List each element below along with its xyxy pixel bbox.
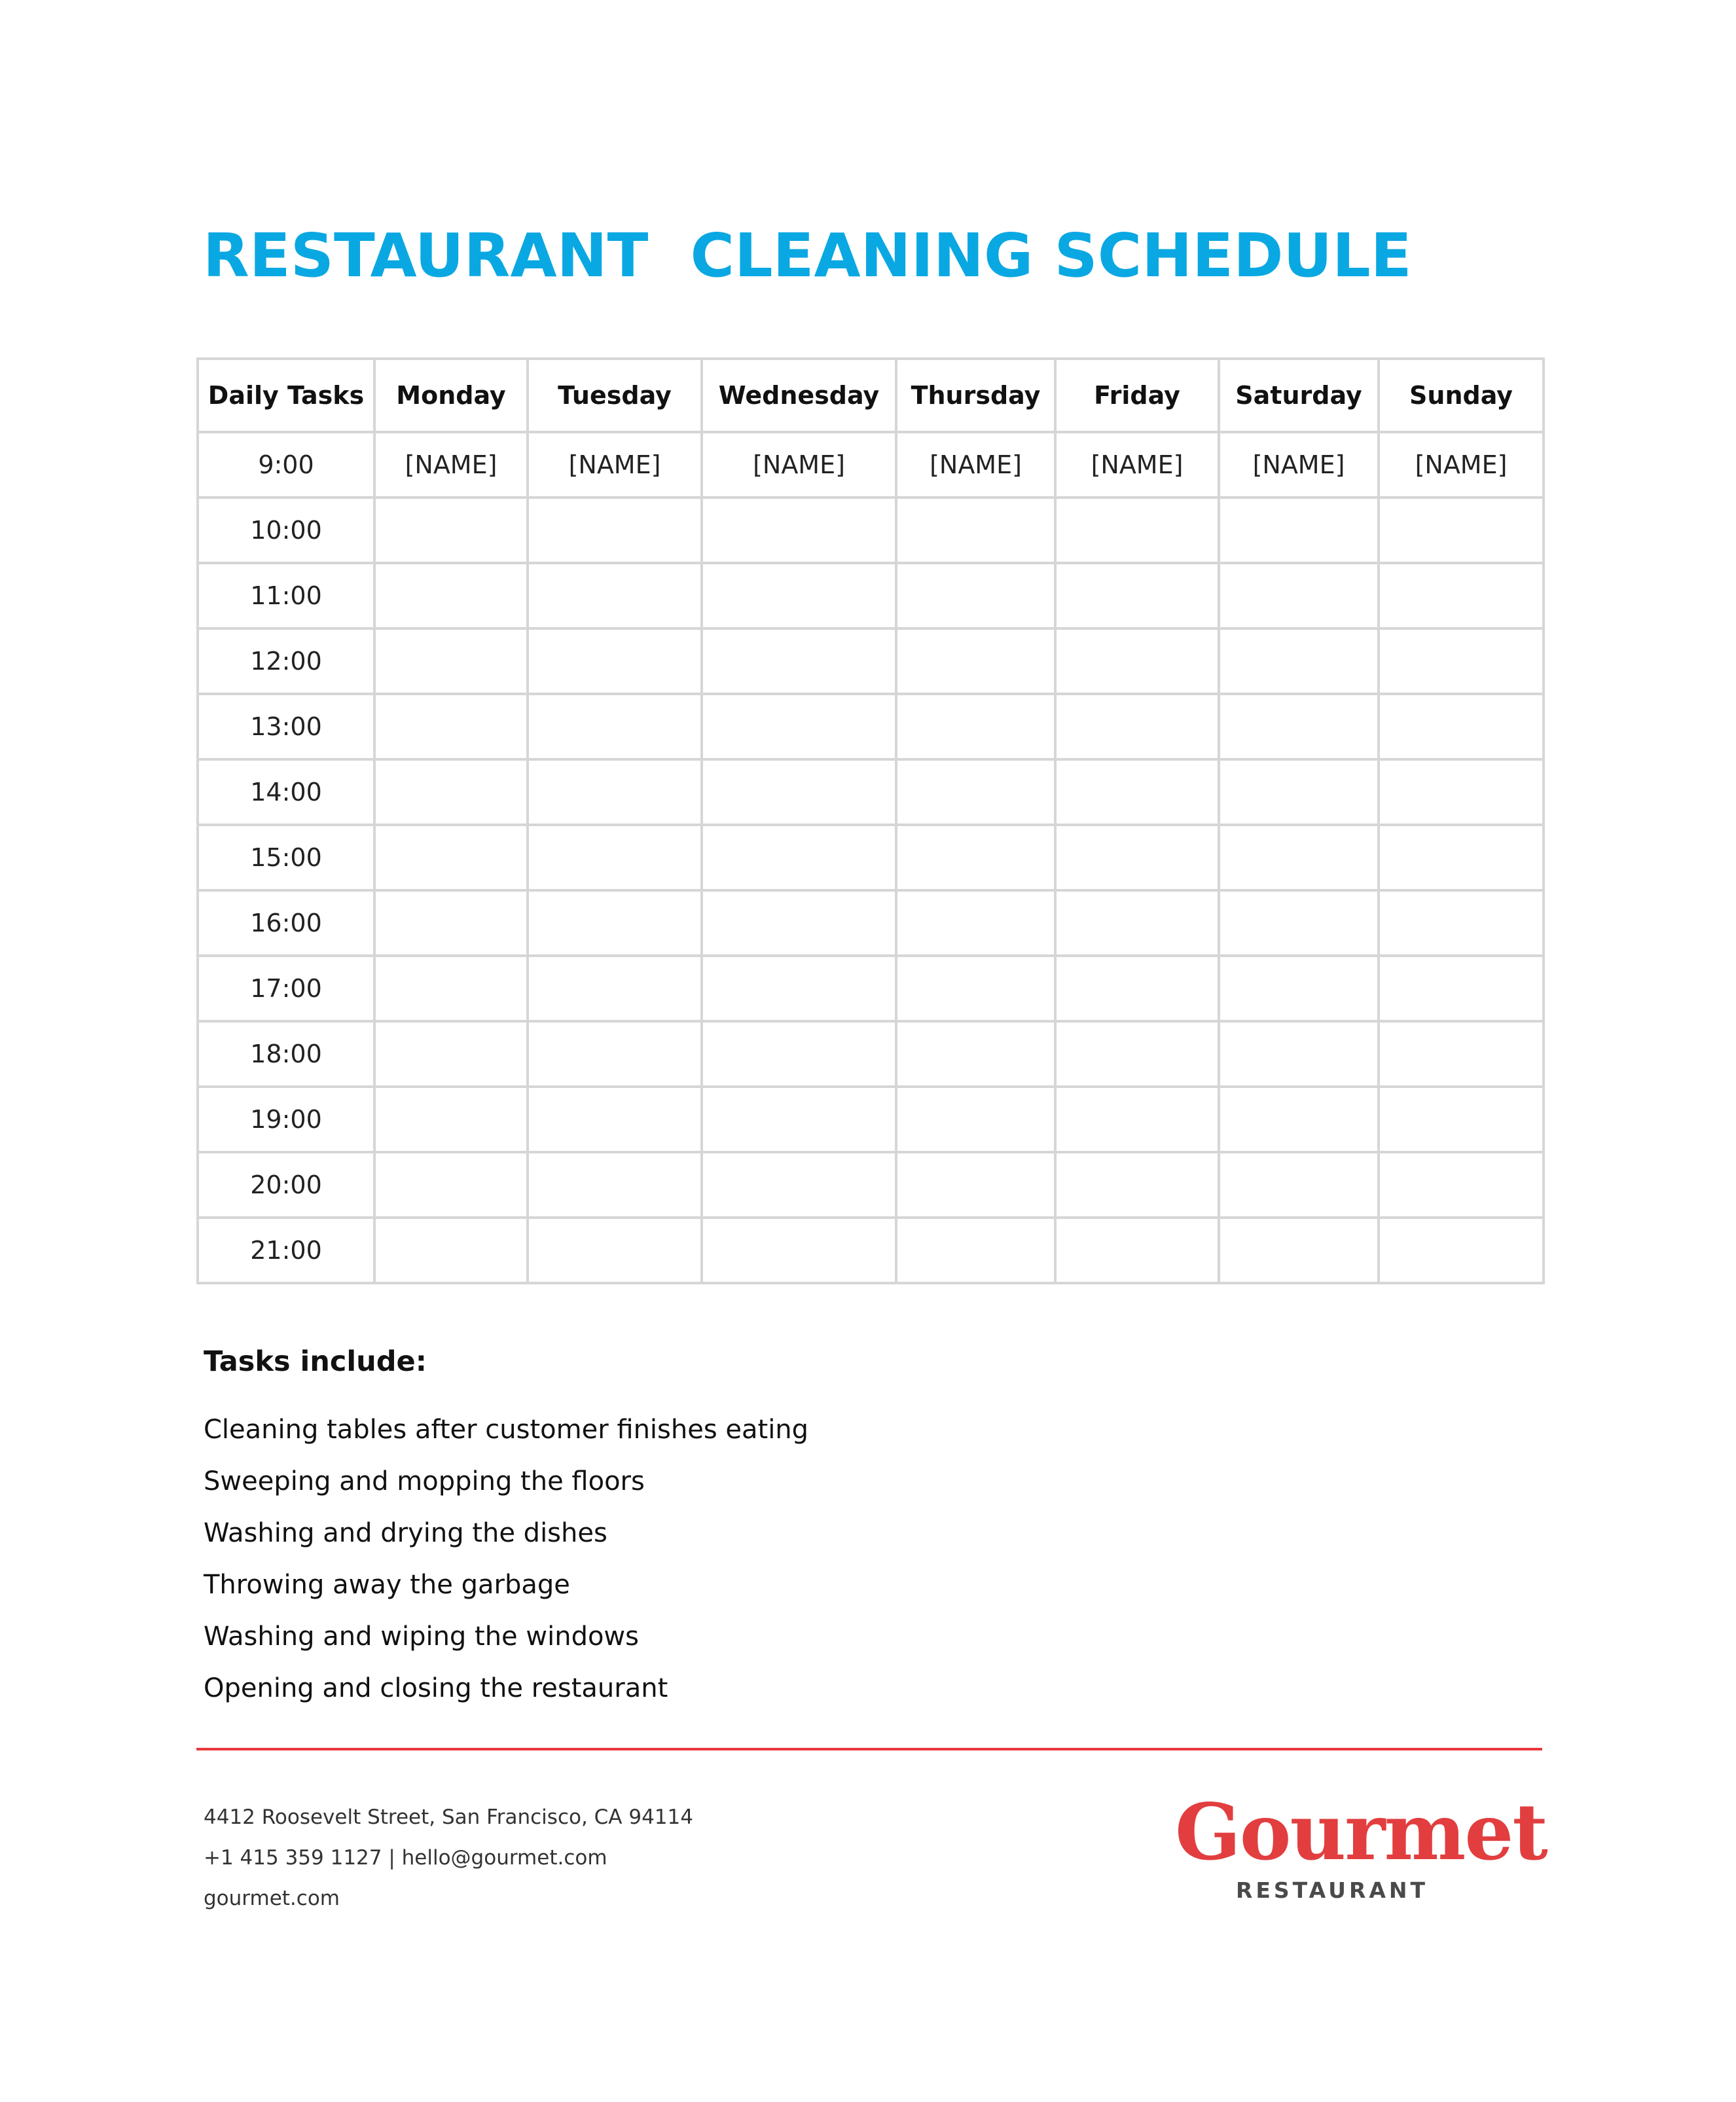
column-header: Thursday [896, 359, 1055, 432]
schedule-cell[interactable] [1219, 956, 1379, 1021]
schedule-cell[interactable] [528, 1218, 702, 1283]
list-item: Throwing away the garbage [204, 1570, 570, 1600]
schedule-cell[interactable] [1055, 890, 1219, 956]
schedule-cell[interactable] [528, 890, 702, 956]
schedule-cell[interactable] [1055, 759, 1219, 825]
table-row [198, 825, 1544, 890]
column-header: Wednesday [702, 359, 896, 432]
schedule-cell[interactable] [1219, 1218, 1379, 1283]
time-cell: 19:00 [198, 1087, 374, 1152]
schedule-cell[interactable]: [NAME] [702, 432, 896, 498]
table-row [198, 498, 1544, 563]
schedule-cell[interactable] [896, 1021, 1055, 1087]
gourmet-logo [1175, 1786, 1547, 1905]
address-text: 4412 Roosevelt Street, San Francisco, CA 94114 [204, 1805, 693, 1829]
table-row [198, 956, 1544, 1021]
schedule-cell[interactable] [374, 628, 528, 694]
schedule-cell[interactable] [896, 1218, 1055, 1283]
schedule-cell[interactable] [702, 825, 896, 890]
column-header: Sunday [1379, 359, 1544, 432]
schedule-cell[interactable] [1219, 759, 1379, 825]
schedule-cell[interactable] [896, 825, 1055, 890]
schedule-cell[interactable] [528, 563, 702, 628]
schedule-cell[interactable] [1055, 956, 1219, 1021]
column-header: Tuesday [528, 359, 702, 432]
schedule-cell[interactable] [1219, 1087, 1379, 1152]
time-cell: 14:00 [198, 759, 374, 825]
tasks-heading: Tasks include: [204, 1345, 427, 1378]
column-header: Monday [374, 359, 528, 432]
table-row [198, 1021, 1544, 1087]
tasks-list [204, 1404, 808, 1714]
schedule-cell[interactable]: [NAME] [1219, 432, 1379, 498]
schedule-cell[interactable] [702, 1021, 896, 1087]
schedule-cell[interactable] [1379, 890, 1544, 956]
schedule-cell[interactable] [374, 563, 528, 628]
schedule-cell[interactable] [896, 498, 1055, 563]
table-row [198, 694, 1544, 759]
column-header: Saturday [1219, 359, 1379, 432]
schedule-cell[interactable] [702, 694, 896, 759]
schedule-cell[interactable] [896, 759, 1055, 825]
schedule-cell[interactable] [528, 628, 702, 694]
schedule-cell[interactable] [528, 759, 702, 825]
schedule-cell[interactable]: [NAME] [1379, 432, 1544, 498]
table-row [198, 432, 1544, 498]
list-item: Washing and wiping the windows [204, 1622, 639, 1652]
schedule-cell[interactable] [1055, 694, 1219, 759]
schedule-cell[interactable] [1219, 498, 1379, 563]
logo-wordmark: Gourmet [1175, 1786, 1547, 1877]
table-row [198, 1152, 1544, 1218]
schedule-cell[interactable] [528, 1087, 702, 1152]
time-cell: 10:00 [198, 498, 374, 563]
time-cell: 17:00 [198, 956, 374, 1021]
schedule-cell[interactable] [528, 498, 702, 563]
schedule-cell[interactable] [528, 694, 702, 759]
schedule-cell[interactable] [528, 956, 702, 1021]
list-item: Sweeping and mopping the floors [204, 1466, 645, 1496]
schedule-cell[interactable] [528, 825, 702, 890]
schedule-cell[interactable] [1379, 498, 1544, 563]
schedule-cell[interactable] [702, 1087, 896, 1152]
table-row [198, 759, 1544, 825]
schedule-cell[interactable] [1379, 628, 1544, 694]
schedule-cell[interactable] [1055, 563, 1219, 628]
schedule-cell[interactable] [1055, 1152, 1219, 1218]
schedule-cell[interactable] [1379, 825, 1544, 890]
time-cell: 20:00 [198, 1152, 374, 1218]
schedule-cell[interactable] [374, 759, 528, 825]
schedule-cell[interactable] [1055, 825, 1219, 890]
schedule-cell[interactable] [528, 1021, 702, 1087]
time-cell: 18:00 [198, 1021, 374, 1087]
schedule-cell[interactable] [896, 890, 1055, 956]
schedule-cell[interactable] [1379, 1087, 1544, 1152]
schedule-cell[interactable] [702, 628, 896, 694]
schedule-cell[interactable] [374, 956, 528, 1021]
schedule-cell[interactable] [702, 890, 896, 956]
time-cell: 15:00 [198, 825, 374, 890]
schedule-cell[interactable] [1379, 759, 1544, 825]
schedule-cell[interactable] [528, 1152, 702, 1218]
schedule-cell[interactable] [1219, 825, 1379, 890]
time-cell: 9:00 [198, 432, 374, 498]
website-link[interactable]: gourmet.com [204, 1887, 340, 1910]
time-cell: 11:00 [198, 563, 374, 628]
schedule-cell[interactable] [896, 628, 1055, 694]
schedule-cell[interactable] [702, 498, 896, 563]
schedule-cell[interactable] [896, 1152, 1055, 1218]
schedule-cell[interactable] [896, 563, 1055, 628]
schedule-cell[interactable] [896, 694, 1055, 759]
table-row [198, 1218, 1544, 1283]
schedule-cell[interactable] [1055, 628, 1219, 694]
schedule-cell[interactable] [1379, 563, 1544, 628]
time-cell: 13:00 [198, 694, 374, 759]
list-item: Washing and drying the dishes [204, 1518, 607, 1548]
phone-email-text: +1 415 359 1127 | hello@gourmet.com [204, 1846, 607, 1870]
time-cell: 12:00 [198, 628, 374, 694]
page-title: RESTAURANT CLEANING SCHEDULE [203, 221, 1412, 291]
schedule-cell[interactable] [374, 694, 528, 759]
schedule-cell[interactable] [1219, 890, 1379, 956]
schedule-cell[interactable] [896, 956, 1055, 1021]
list-item: Cleaning tables after customer finishes eating [204, 1415, 809, 1445]
cleaning-schedule-table [196, 357, 1545, 1284]
schedule-cell[interactable] [374, 1021, 528, 1087]
schedule-cell[interactable]: [NAME] [896, 432, 1055, 498]
time-cell: 21:00 [198, 1218, 374, 1283]
schedule-cell[interactable] [374, 498, 528, 563]
time-cell: 16:00 [198, 890, 374, 956]
schedule-cell[interactable] [1219, 1152, 1379, 1218]
schedule-cell[interactable] [1219, 628, 1379, 694]
schedule-cell[interactable]: [NAME] [528, 432, 702, 498]
schedule-cell[interactable] [1055, 1218, 1219, 1283]
schedule-cell[interactable] [1379, 1152, 1544, 1218]
schedule-cell[interactable] [1055, 498, 1219, 563]
schedule-cell[interactable] [1379, 694, 1544, 759]
schedule-cell[interactable] [1219, 694, 1379, 759]
schedule-cell[interactable] [374, 1087, 528, 1152]
schedule-cell[interactable] [1379, 1021, 1544, 1087]
column-header: Daily Tasks [198, 359, 374, 432]
schedule-cell[interactable] [1055, 1021, 1219, 1087]
table-row [198, 1087, 1544, 1152]
schedule-cell[interactable] [702, 1218, 896, 1283]
schedule-cell[interactable]: [NAME] [374, 432, 528, 498]
table-row [198, 890, 1544, 956]
schedule-cell[interactable] [702, 956, 896, 1021]
table-row [198, 563, 1544, 628]
table-row [198, 628, 1544, 694]
contact-info [204, 1797, 693, 1919]
column-header: Friday [1055, 359, 1219, 432]
footer-divider [196, 1748, 1542, 1750]
list-item: Opening and closing the restaurant [204, 1673, 668, 1703]
schedule-cell[interactable] [374, 1152, 528, 1218]
schedule-cell[interactable]: [NAME] [1055, 432, 1219, 498]
schedule-cell[interactable] [1055, 1087, 1219, 1152]
schedule-cell[interactable] [1379, 1218, 1544, 1283]
logo-subtitle: RESTAURANT [1235, 1877, 1429, 1903]
schedule-cell[interactable] [896, 1087, 1055, 1152]
schedule-cell[interactable] [702, 563, 896, 628]
schedule-cell[interactable] [374, 890, 528, 956]
schedule-cell[interactable] [374, 825, 528, 890]
schedule-cell[interactable] [1379, 956, 1544, 1021]
schedule-cell[interactable] [374, 1218, 528, 1283]
schedule-cell[interactable] [702, 759, 896, 825]
schedule-cell[interactable] [702, 1152, 896, 1218]
schedule-cell[interactable] [1219, 1021, 1379, 1087]
schedule-cell[interactable] [1219, 563, 1379, 628]
table-header-row [198, 359, 1544, 432]
